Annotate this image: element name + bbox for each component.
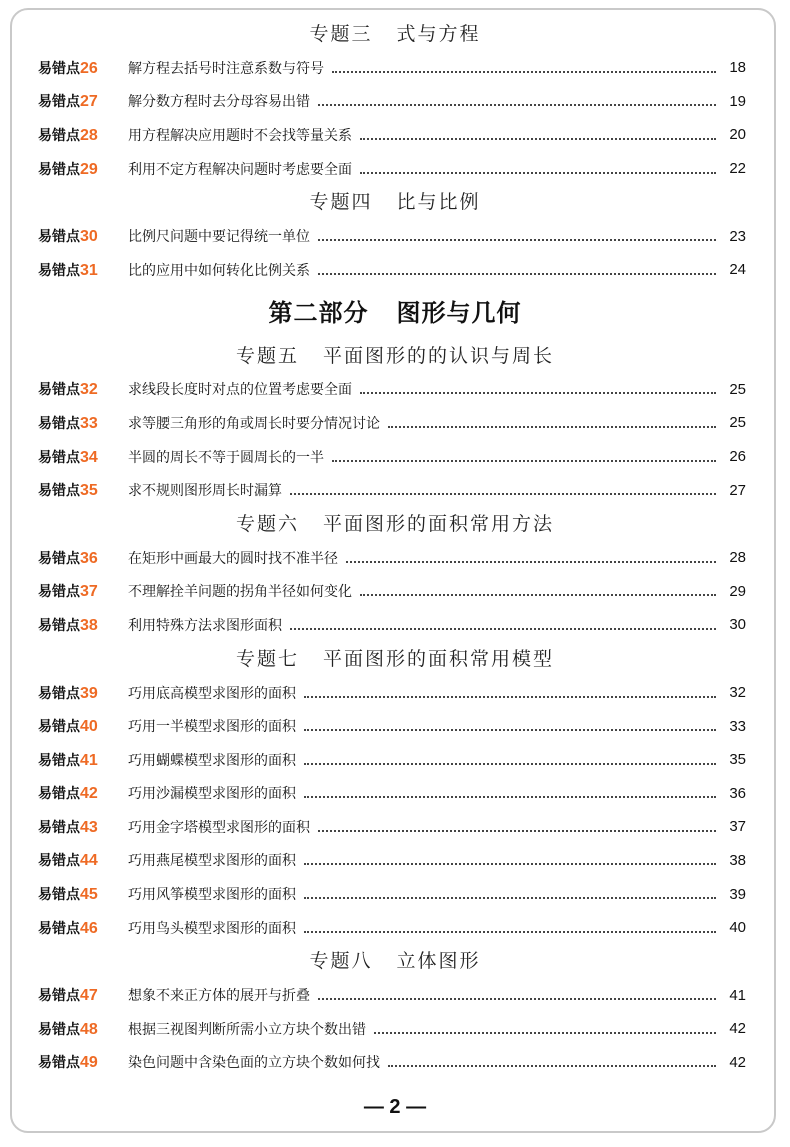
entry-tag — [38, 379, 128, 399]
leader-dots — [304, 796, 716, 798]
entry-label: 易错点 — [38, 920, 80, 937]
toc-entry[interactable] — [0, 844, 790, 878]
entry-label: 易错点 — [38, 617, 80, 634]
entry-label: 易错点 — [38, 752, 80, 769]
entry-title: 解方程去括号时注意系数与符号 — [128, 60, 324, 77]
entry-title: 求不规则图形周长时漏算 — [128, 483, 282, 500]
entry-title: 利用特殊方法求图形面积 — [128, 617, 282, 634]
entry-label: 易错点 — [38, 550, 80, 567]
entry-label: 易错点 — [38, 229, 80, 246]
entry-page: 25 — [729, 380, 746, 398]
toc-entry[interactable] — [0, 118, 790, 152]
entry-tag — [38, 581, 128, 601]
entry-page: 25 — [729, 414, 746, 432]
section-title: 专题三 式与方程 — [309, 23, 481, 45]
entry-tag — [38, 58, 128, 78]
entry-label: 易错点 — [38, 988, 80, 1005]
entry-number: 45 — [80, 886, 98, 904]
leader-dots — [374, 1032, 716, 1034]
entry-title: 求线段长度时对点的位置考虑要全面 — [128, 382, 352, 399]
leader-dots — [360, 392, 716, 394]
entry-number: 40 — [80, 718, 98, 736]
entry-title: 想象不来正方体的展开与折叠 — [128, 988, 310, 1005]
entry-tag — [38, 850, 128, 870]
leader-dots — [304, 696, 716, 698]
entry-title: 巧用风筝模型求图形的面积 — [128, 887, 296, 904]
entry-number: 42 — [80, 785, 98, 803]
entry-number: 26 — [80, 59, 98, 77]
entry-title: 巧用鸟头模型求图形的面积 — [128, 920, 296, 937]
entry-number: 27 — [80, 93, 98, 111]
entry-label: 易错点 — [38, 262, 80, 279]
entry-tag — [38, 1052, 128, 1072]
toc-entry[interactable] — [0, 575, 790, 609]
leader-dots — [304, 763, 716, 765]
toc-entry[interactable] — [0, 253, 790, 287]
leader-dots — [290, 628, 716, 630]
entry-tag — [38, 226, 128, 246]
leader-dots — [304, 931, 716, 933]
part-title: 第二部分 图形与几何 — [268, 297, 522, 327]
entry-label: 易错点 — [38, 94, 80, 111]
entry-number: 31 — [80, 261, 98, 279]
toc-entry[interactable] — [0, 406, 790, 440]
toc-entry[interactable] — [0, 911, 790, 945]
entry-page: 22 — [729, 160, 746, 178]
entry-number: 46 — [80, 919, 98, 937]
leader-dots — [332, 460, 716, 462]
entry-number: 36 — [80, 549, 98, 567]
entry-number: 41 — [80, 751, 98, 769]
toc-entry[interactable] — [0, 743, 790, 777]
entry-number: 44 — [80, 852, 98, 870]
entry-page: 38 — [729, 851, 746, 869]
entry-tag — [38, 918, 128, 938]
entry-title: 染色问题中含染色面的立方块个数如何找 — [128, 1055, 380, 1072]
toc-entry[interactable] — [0, 810, 790, 844]
entry-label: 易错点 — [38, 584, 80, 601]
entry-title: 用方程解决应用题时不会找等量关系 — [128, 127, 352, 144]
toc-entry[interactable] — [0, 709, 790, 743]
leader-dots — [304, 729, 716, 731]
leader-dots — [304, 863, 716, 865]
entry-number: 33 — [80, 414, 98, 432]
toc-entry[interactable] — [0, 978, 790, 1012]
entry-page: 35 — [729, 751, 746, 769]
entry-tag — [38, 480, 128, 500]
entry-number: 34 — [80, 448, 98, 466]
entry-page: 33 — [729, 717, 746, 735]
leader-dots — [318, 273, 716, 275]
entry-label: 易错点 — [38, 719, 80, 736]
entry-title: 在矩形中画最大的圆时找不准半径 — [128, 550, 338, 567]
entry-label: 易错点 — [38, 1021, 80, 1038]
entry-tag — [38, 548, 128, 568]
leader-dots — [318, 998, 716, 1000]
leader-dots — [290, 493, 716, 495]
entry-title: 巧用燕尾模型求图形的面积 — [128, 853, 296, 870]
entry-number: 28 — [80, 126, 98, 144]
entry-label: 易错点 — [38, 1055, 80, 1072]
entry-label: 易错点 — [38, 415, 80, 432]
entry-tag — [38, 447, 128, 467]
entry-number: 48 — [80, 1020, 98, 1038]
toc-entry[interactable] — [0, 152, 790, 186]
entry-tag — [38, 91, 128, 111]
entry-title: 求等腰三角形的角或周长时要分情况讨论 — [128, 415, 380, 432]
entry-page: 36 — [729, 784, 746, 802]
entry-page: 40 — [729, 919, 746, 937]
entry-number: 43 — [80, 818, 98, 836]
entry-title: 不理解拴羊问题的拐角半径如何变化 — [128, 584, 352, 601]
entry-page: 42 — [729, 1053, 746, 1071]
section-title: 专题八 立体图形 — [309, 950, 481, 973]
entry-label: 易错点 — [38, 60, 80, 77]
leader-dots — [332, 71, 716, 73]
entry-title: 利用不定方程解决问题时考虑要全面 — [128, 161, 352, 178]
entry-number: 49 — [80, 1054, 98, 1072]
entry-tag — [38, 125, 128, 145]
entry-page: 26 — [729, 448, 746, 466]
section-title: 专题六 平面图形的面积常用方法 — [235, 512, 555, 535]
entry-title: 比例尺问题中要记得统一单位 — [128, 229, 310, 246]
entry-page: 27 — [729, 481, 746, 499]
entry-title: 巧用金字塔模型求图形的面积 — [128, 819, 310, 836]
toc-entry[interactable] — [0, 1046, 790, 1080]
entry-tag — [38, 817, 128, 837]
entry-page: 18 — [729, 59, 746, 77]
entry-page: 19 — [729, 92, 746, 110]
entry-page: 37 — [729, 818, 746, 836]
entry-label: 易错点 — [38, 449, 80, 466]
entry-label: 易错点 — [38, 685, 80, 702]
leader-dots — [318, 239, 716, 241]
entry-label: 易错点 — [38, 483, 80, 500]
page-number: — 2 — — [363, 1096, 427, 1118]
toc-entry[interactable] — [0, 608, 790, 642]
entry-tag — [38, 159, 128, 179]
section-title: 专题四 比与比例 — [309, 191, 481, 214]
toc-entry[interactable] — [0, 877, 790, 911]
toc-entry[interactable] — [0, 85, 790, 119]
entry-tag — [38, 1019, 128, 1039]
toc-entry[interactable] — [0, 219, 790, 253]
entry-page: 23 — [729, 227, 746, 245]
leader-dots — [346, 561, 716, 563]
entry-page: 20 — [729, 126, 746, 144]
toc-entry[interactable] — [0, 473, 790, 507]
entry-title: 巧用沙漏模型求图形的面积 — [128, 786, 296, 803]
entry-number: 39 — [80, 684, 98, 702]
entry-label: 易错点 — [38, 819, 80, 836]
toc-entry[interactable] — [0, 777, 790, 811]
toc-entry[interactable] — [0, 541, 790, 575]
entry-page: 32 — [729, 684, 746, 702]
entry-title: 巧用底高模型求图形的面积 — [128, 685, 296, 702]
entry-label: 易错点 — [38, 161, 80, 178]
entry-number: 38 — [80, 616, 98, 634]
toc-entry[interactable] — [0, 51, 790, 85]
entry-tag — [38, 413, 128, 433]
entry-page: 29 — [729, 582, 746, 600]
entry-tag — [38, 985, 128, 1005]
entry-page: 39 — [729, 885, 746, 903]
toc-entry[interactable] — [0, 373, 790, 407]
leader-dots — [388, 1065, 716, 1067]
entry-label: 易错点 — [38, 853, 80, 870]
entry-label: 易错点 — [38, 887, 80, 904]
entry-tag — [38, 615, 128, 635]
leader-dots — [388, 426, 716, 428]
entry-number: 37 — [80, 583, 98, 601]
entry-number: 32 — [80, 381, 98, 399]
leader-dots — [304, 897, 716, 899]
entry-tag — [38, 884, 128, 904]
entry-title: 根据三视图判断所需小立方块个数出错 — [128, 1021, 366, 1038]
entry-number: 29 — [80, 160, 98, 178]
section-title: 专题五 平面图形的的认识与周长 — [235, 344, 555, 367]
table-of-contents — [0, 17, 790, 1079]
entry-number: 30 — [80, 228, 98, 246]
leader-dots — [360, 172, 716, 174]
entry-tag — [38, 683, 128, 703]
entry-page: 28 — [729, 549, 746, 567]
entry-title: 巧用一半模型求图形的面积 — [128, 719, 296, 736]
entry-page: 42 — [729, 1020, 746, 1038]
leader-dots — [360, 594, 716, 596]
leader-dots — [318, 830, 716, 832]
entry-label: 易错点 — [38, 786, 80, 803]
entry-tag — [38, 783, 128, 803]
entry-title: 解分数方程时去分母容易出错 — [128, 94, 310, 111]
toc-entry[interactable] — [0, 440, 790, 474]
entry-label: 易错点 — [38, 127, 80, 144]
leader-dots — [360, 138, 716, 140]
entry-tag — [38, 750, 128, 770]
entry-title: 半圆的周长不等于圆周长的一半 — [128, 449, 324, 466]
entry-tag — [38, 716, 128, 736]
entry-title: 巧用蝴蝶模型求图形的面积 — [128, 752, 296, 769]
section-title: 专题七 平面图形的面积常用模型 — [235, 647, 555, 670]
entry-number: 35 — [80, 482, 98, 500]
leader-dots — [318, 104, 716, 106]
toc-entry[interactable] — [0, 1012, 790, 1046]
toc-entry[interactable] — [0, 676, 790, 710]
entry-page: 30 — [729, 616, 746, 634]
entry-label: 易错点 — [38, 382, 80, 399]
entry-title: 比的应用中如何转化比例关系 — [128, 262, 310, 279]
entry-page: 24 — [729, 261, 746, 279]
entry-tag — [38, 260, 128, 280]
entry-page: 41 — [729, 986, 746, 1004]
entry-number: 47 — [80, 987, 98, 1005]
